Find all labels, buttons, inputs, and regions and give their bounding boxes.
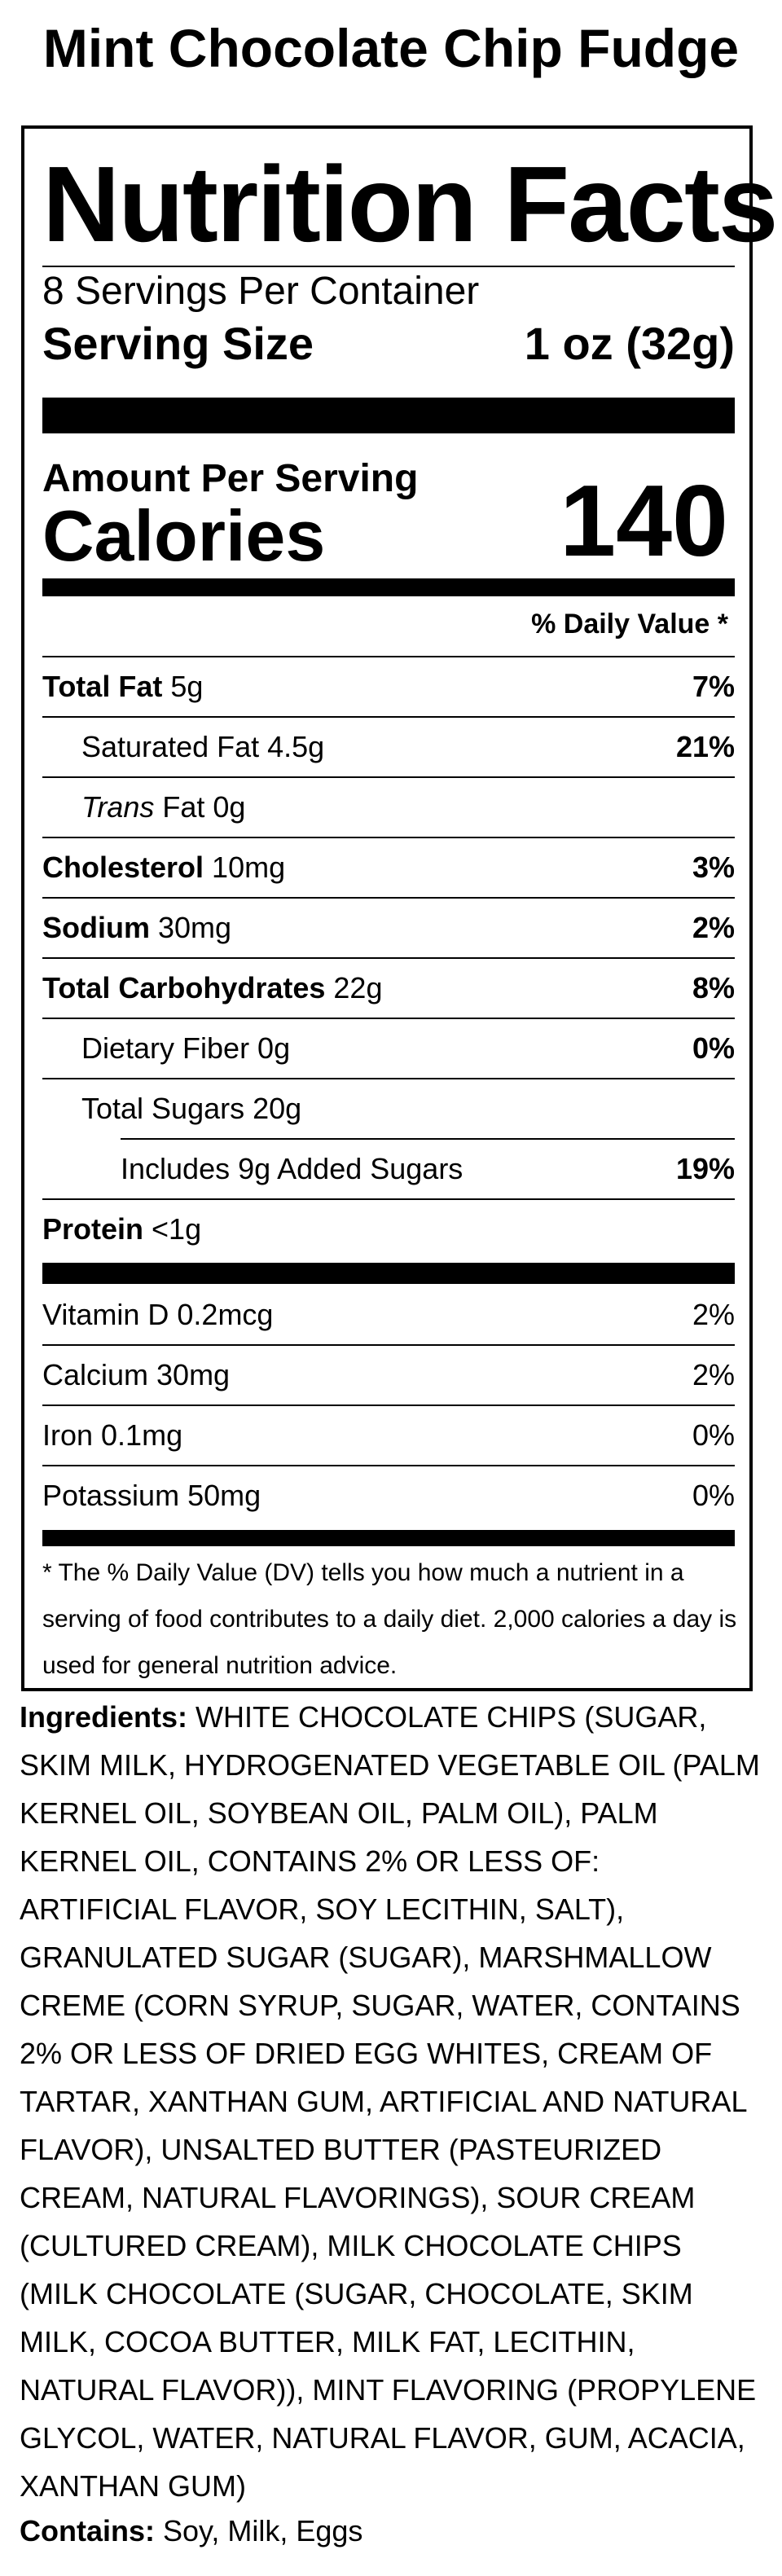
nutrient-name: Cholesterol [42,851,204,884]
nutrient-dv: 8% [692,971,735,1004]
nutrient-label [81,790,245,824]
nutrient-label [42,851,285,885]
nutrient-row-total-carbohydrates [42,959,735,1018]
nutrient-row-added-sugars [121,1140,735,1198]
trans-amount: Fat 0g [154,790,246,824]
nutrient-dv: 2% [692,911,735,944]
nutrient-dv: 3% [692,851,735,884]
nutrient-name: Total Carbohydrates [42,971,326,1004]
ingredients-text: WHITE CHOCOLATE CHIPS (SUGAR, SKIM MILK, HYDROGENATED VEGETABLE OIL (PALM KERNEL OIL, SOYBEAN OIL, PALM OIL), PALM KERNEL OIL, CONTAINS 2% OR LESS OF: ARTIFICIAL FLAVOR, SOY LECITHIN, SALT), GRANULATED SUGAR (SUGAR), MARSHMALLOW CREME (CORN SYRUP, SUGAR, WATER, CONTAINS 2% OR LESS OF DRIED EGG WHITES, CREAM OF TARTAR, XANTHAN GUM, ARTIFICIAL AND NATURAL FLAVOR), UNSALTED BUTTER (PASTEURIZED CREAM, NATURAL FLAVORINGS), SOUR CREAM (CULTURED CREAM), MILK CHOCOLATE CHIPS (MILK CHOCOLATE (SUGAR, CHOCOLATE, SKIM MILK, COCOA BUTTER, MILK FAT, LECITHIN, NATURAL FLAVOR)), MINT FLAVORING (PROPYLENE GLYCOL, WATER, NATURAL FLAVOR, GUM, ACACIA, XANTHAN GUM) [20,1700,760,2503]
nutrient-label [42,911,231,945]
nutrient-name: Total Fat [42,670,163,703]
nutrient-label [42,1212,201,1246]
calories-value: 140 [560,465,728,578]
ingredients-statement [20,1693,762,2510]
vitamin-label: Potassium 50mg [42,1479,261,1512]
nutrient-row-cholesterol [42,838,735,897]
vitamin-label: Iron 0.1mg [42,1418,183,1452]
serving-size-value: 1 oz (32g) [524,318,735,369]
nutrient-label: Includes 9g Added Sugars [121,1152,463,1185]
nutrient-row-sodium [42,899,735,957]
vitamin-row-potassium [42,1466,735,1525]
ingredients-label: Ingredients: [20,1700,188,1734]
vitamin-row-calcium [42,1346,735,1404]
vitamin-dv: 2% [692,1298,735,1331]
allergen-statement [20,2507,762,2555]
daily-value-footnote: * The % Daily Value (DV) tells you how much a nutrient in a serving of food contributes to a daily diet. 2,000 calories a day is used for general nutrition advice. [42,1559,737,1679]
nutrient-amount: 30mg [150,911,232,944]
serving-size-label: Serving Size [42,318,314,369]
nutrient-dv: 19% [675,1152,735,1185]
daily-value-header: % Daily Value * [531,609,728,640]
nutrient-label [42,670,203,704]
nutrient-dv: 0% [692,1031,735,1065]
trans-label: Trans [81,790,155,824]
vitamin-row-vitamin-d [42,1286,735,1344]
nutrient-dv: 7% [692,670,735,703]
nutrient-dv: 21% [675,730,735,763]
vitamin-row-iron [42,1406,735,1465]
thick-divider [42,398,735,433]
nutrition-facts-panel [21,125,777,1691]
nutrient-label: Total Sugars 20g [81,1092,302,1125]
nutrient-label: Saturated Fat 4.5g [81,730,325,763]
nutrient-name: Sodium [42,911,150,944]
product-title: Mint Chocolate Chip Fudge [42,18,740,78]
vitamin-dv: 2% [692,1358,735,1391]
vitamin-dv: 0% [692,1418,735,1452]
servings-per-container: 8 Servings Per Container [42,270,480,313]
contains-label: Contains: [20,2514,155,2547]
vitamin-label: Calcium 30mg [42,1358,231,1391]
nutrient-label [42,971,382,1005]
nutrient-row-dietary-fiber [81,1019,735,1078]
nutrient-row-saturated-fat [81,718,735,776]
nutrient-amount: 22g [325,971,383,1004]
nutrient-amount: 10mg [204,851,286,884]
nutrient-row-total-sugars [81,1079,735,1138]
nutrient-row-total-fat [42,657,735,716]
nutrient-name: Protein [42,1212,144,1246]
nutrient-label: Dietary Fiber 0g [81,1031,291,1065]
nutrient-amount: <1g [143,1212,202,1246]
calories-label: Calories [42,495,326,576]
amount-per-serving: Amount Per Serving [42,457,419,500]
nutrition-facts-title: Nutrition Facts [42,144,777,264]
medium-divider [42,578,735,596]
nutrient-row-protein [42,1200,735,1259]
nutrient-amount: 5g [162,670,204,703]
vitamin-dv: 0% [692,1479,735,1512]
serving-size-row [42,314,735,373]
contains-text: Soy, Milk, Eggs [155,2514,363,2547]
nutrient-row-trans-fat [81,778,735,837]
medium-divider [42,1530,735,1546]
vitamin-label: Vitamin D 0.2mcg [42,1298,274,1331]
thick-divider [42,1263,735,1284]
